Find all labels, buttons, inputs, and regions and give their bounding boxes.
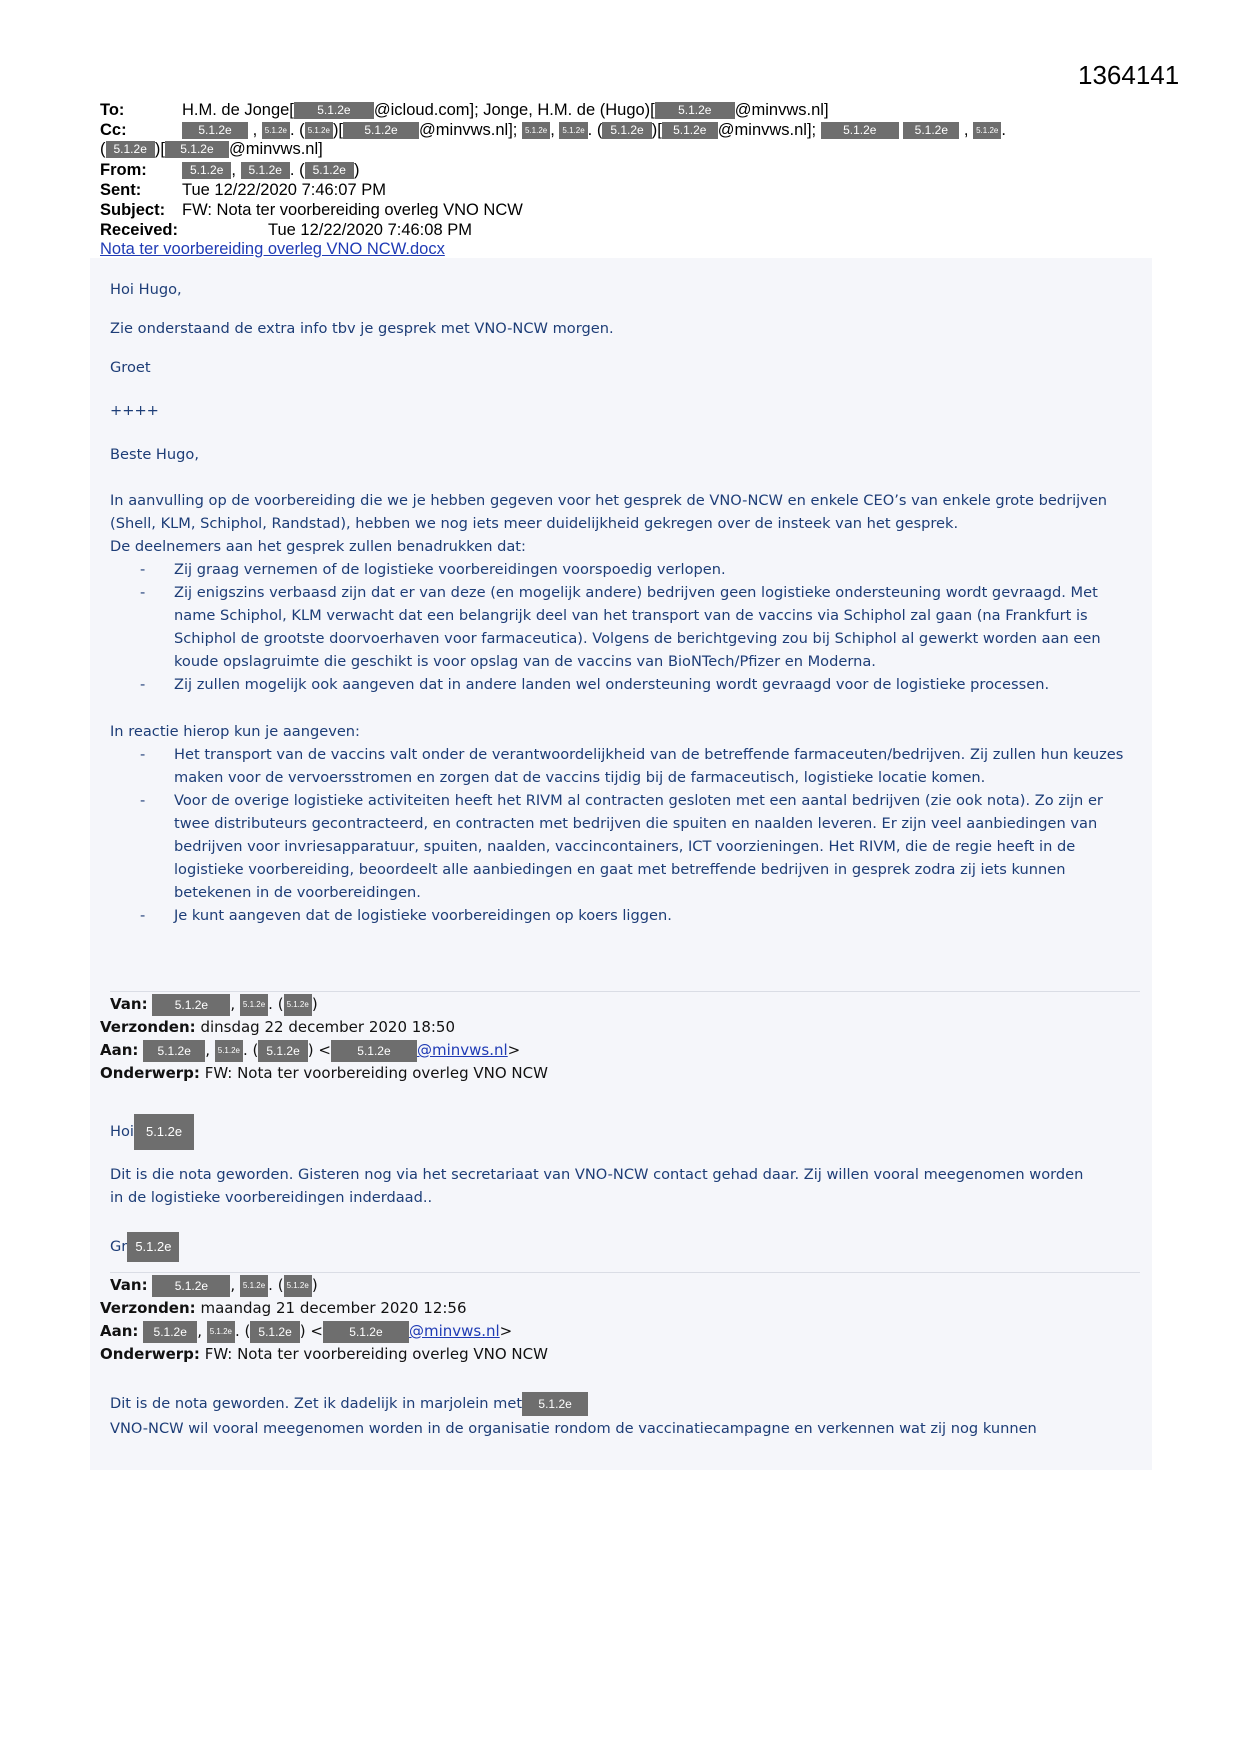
to-name-1: H.M. de Jonge[ (182, 101, 294, 119)
paragraph-1-text: In aanvulling op de voorbereiding die we je hebben gegeven voor het gesprek de VNO-NCW en enkele CEO’s van enkele grote bedrijven (Shell, KLM, Schiphol, Randstad), hebben we nog iets meer duidelijkheid gekregen over de insteek van het gesprek. (110, 492, 1108, 532)
to-domain-1: @icloud.com]; Jonge, H.M. de (Hugo)[ (373, 101, 655, 119)
list-item: - Je kunt aangeven dat de logistieke voorbereidingen op koers liggen. (140, 904, 1140, 927)
redaction-block: 5.1.2e (331, 1040, 417, 1062)
redaction-block: 5.1.2e (522, 122, 550, 139)
redaction-block: 5.1.2e (106, 141, 155, 158)
greeting: Hoi Hugo, (110, 281, 182, 298)
redaction-block: 5.1.2e (343, 122, 419, 139)
paragraph-1 (110, 489, 1130, 558)
msg3-aan-line: Aan: 5.1.2e , 5.1.2e . ( 5.1.2e ) < 5.1.2e @minvws.nl> (100, 1320, 512, 1343)
redaction-block: 5.1.2e (215, 1040, 243, 1062)
redaction-block: 5.1.2e (294, 102, 374, 119)
redaction-block: 5.1.2e (240, 1275, 268, 1297)
list-item: - Zij graag vernemen of de logistieke voorbereidingen voorspoedig verlopen. (140, 558, 1140, 581)
aan-email-link[interactable]: @minvws.nl (408, 1322, 500, 1340)
msg2-greeting-text: Hoi (110, 1123, 134, 1140)
msg2-text: Dit is die nota geworden. Gisteren nog via het secretariaat van VNO-NCW contact gehad daar. Zij willen vooral meegenomen worden in de logistieke voorbereidingen inderdaad.. (110, 1166, 1084, 1206)
redaction-block: 5.1.2e (250, 1321, 299, 1343)
paragraph-2: In reactie hierop kun je aangeven: (110, 723, 360, 740)
redaction-block: 5.1.2e (165, 141, 229, 158)
from-line: From: 5.1.2e , 5.1.2e . ( 5.1.2e ) (100, 161, 360, 179)
onderwerp-label: Onderwerp: (100, 1064, 200, 1082)
onderwerp-value: FW: Nota ter voorbereiding overleg VNO NCW (204, 1345, 548, 1363)
redaction-block: 5.1.2e (903, 122, 959, 139)
redaction-block: 5.1.2e (241, 162, 290, 179)
msg3-onderwerp-line (100, 1343, 548, 1366)
redaction-block: 5.1.2e (602, 122, 651, 139)
list-participants (140, 558, 1140, 696)
msg2-aan-line: Aan: 5.1.2e , 5.1.2e . ( 5.1.2e ) < 5.1.2e @minvws.nl> (100, 1039, 520, 1062)
redaction-block: 5.1.2e (662, 122, 718, 139)
redaction-block: 5.1.2e (152, 1275, 230, 1297)
plus-separator: ++++ (110, 402, 159, 419)
list-item: - Zij zullen mogelijk ook aangeven dat in andere landen wel ondersteuning wordt gevraagd voor de logistieke processen. (140, 673, 1140, 696)
redaction-block: 5.1.2e (323, 1321, 409, 1343)
redaction-block: 5.1.2e (262, 122, 290, 139)
received-value: Tue 12/22/2020 7:46:08 PM (268, 221, 472, 239)
redaction-block: 5.1.2e (182, 122, 248, 139)
redaction-block: 5.1.2e (207, 1321, 235, 1343)
separator (110, 1272, 1140, 1273)
document-number: 1364141 (1078, 60, 1180, 90)
to-domain-2: @minvws.nl] (734, 101, 829, 119)
redaction-block: 5.1.2e (973, 122, 1001, 139)
redaction-block: 5.1.2e (305, 122, 333, 139)
subject-value: FW: Nota ter voorbereiding overleg VNO NCW (182, 201, 523, 219)
onderwerp-label: Onderwerp: (100, 1345, 200, 1363)
intro-text: Zie onderstaand de extra info tbv je gesprek met VNO-NCW morgen. (110, 320, 614, 337)
paragraph-1b-text: De deelnemers aan het gesprek zullen benadrukken dat: (110, 538, 526, 555)
redaction-block: 5.1.2e (522, 1392, 588, 1416)
msg2-van-line: Van: 5.1.2e , 5.1.2e . ( 5.1.2e ) (110, 993, 318, 1016)
to-line (100, 100, 829, 120)
verzonden-value: dinsdag 22 december 2020 18:50 (200, 1018, 456, 1036)
redaction-block: 5.1.2e (655, 102, 735, 119)
redaction-block: 5.1.2e (821, 122, 899, 139)
sent-label: Sent: (100, 181, 142, 199)
aan-label: Aan: (100, 1322, 139, 1340)
subject-label: Subject: (100, 201, 166, 219)
subject-line (100, 200, 523, 220)
onderwerp-value: FW: Nota ter voorbereiding overleg VNO NCW (204, 1064, 548, 1082)
aan-email-link[interactable]: @minvws.nl (416, 1041, 508, 1059)
msg2-closing-text: Gr (110, 1238, 128, 1255)
to-label: To: (100, 101, 125, 119)
list-item: - Het transport van de vaccins valt onder de verantwoordelijkheid van de betreffende farmaceuten/bedrijven. Zij zullen hun keuzes maken voor de vervoersstromen en zorgen dat de vaccins tijdig bij de farmaceutisch, logistieke locatie komen. (140, 743, 1140, 789)
redaction-block: 5.1.2e (284, 994, 312, 1016)
msg3-van-line: Van: 5.1.2e , 5.1.2e . ( 5.1.2e ) (110, 1274, 318, 1297)
redaction-block: 5.1.2e (182, 162, 231, 179)
verzonden-label: Verzonden: (100, 1018, 196, 1036)
sent-line (100, 180, 386, 200)
redaction-block: 5.1.2e (559, 122, 587, 139)
received-line (100, 220, 472, 240)
redaction-block: 5.1.2e (134, 1114, 194, 1150)
msg3-line-2: VNO-NCW wil vooral meegenomen worden in de organisatie rondom de vaccinatiecampagne en verkennen wat zij nog kunnen (110, 1420, 1037, 1437)
redaction-block: 5.1.2e (305, 162, 354, 179)
redaction-block: 5.1.2e (258, 1040, 307, 1062)
received-label: Received: (100, 221, 178, 239)
from-label: From: (100, 161, 147, 179)
salutation: Beste Hugo, (110, 446, 199, 463)
list-item: - Voor de overige logistieke activiteiten heeft het RIVM al contracten gesloten met een aantal bedrijven (zie ook nota). Zo zijn er twee distributeurs gecontracteerd, en contracten met bedrijven die spuiten en naalden leveren. Er zijn veel aanbiedingen van bedrijven voor invriesapparatuur, spuiten, naalden, vaccincontainers, ICT voorzieningen. Het RIVM, die de regie heeft in de logistieke voorbereiding, beoordeelt alle aanbiedingen en gaat met betreffende bedrijven in gesprek zodra zij iets kunnen betekenen in de voorbereidingen. (140, 789, 1140, 904)
aan-label: Aan: (100, 1041, 139, 1059)
sent-value: Tue 12/22/2020 7:46:07 PM (182, 181, 386, 199)
cc-domain-3: @minvws.nl] (228, 140, 323, 158)
redaction-block: 5.1.2e (240, 994, 268, 1016)
msg2-greeting (110, 1114, 194, 1150)
msg2-onderwerp-line (100, 1062, 548, 1085)
redaction-block: 5.1.2e (152, 994, 230, 1016)
msg2-verzonden-line (100, 1016, 455, 1039)
msg3-line-1 (110, 1392, 588, 1416)
redaction-block: 5.1.2e (143, 1040, 205, 1062)
van-label: Van: (110, 995, 148, 1013)
msg2-closing (110, 1232, 179, 1262)
cc-line-2: ( 5.1.2e )[ 5.1.2e @minvws.nl] (100, 140, 323, 158)
attachment-link[interactable]: Nota ter voorbereiding overleg VNO NCW.docx (100, 240, 445, 258)
redaction-block: 5.1.2e (127, 1232, 179, 1262)
verzonden-label: Verzonden: (100, 1299, 196, 1317)
msg3-line-1-text: Dit is de nota geworden. Zet ik dadelijk in marjolein met (110, 1395, 523, 1412)
msg3-verzonden-line (100, 1297, 467, 1320)
closing: Groet (110, 359, 151, 376)
verzonden-value: maandag 21 december 2020 12:56 (200, 1299, 467, 1317)
separator (110, 991, 1140, 992)
redaction-block: 5.1.2e (284, 1275, 312, 1297)
redaction-block: 5.1.2e (143, 1321, 197, 1343)
cc-line: Cc: 5.1.2e , 5.1.2e . ( 5.1.2e )[ 5.1.2e @minvws.nl]; 5.1.2e , 5.1.2e . ( 5.1.2e )[ 5.1.2e @minvws.nl]; 5.1.2e 5.1.2e , 5.1.2e . (100, 121, 1006, 139)
list-item: - Zij enigszins verbaasd zijn dat er van deze (en mogelijk andere) bedrijven geen logistieke ondersteuning wordt gevraagd. Met name Schiphol, KLM verwacht dat een belangrijk deel van het transport van de vaccins via Schiphol zal gaan (na Frankfurt is Schiphol de grootste doorvoerhaven voor farmaceutica). Volgens de berichtgeving zou bij Schiphol al gewerkt worden aan een koude opslagruimte die geschikt is voor opslag van de vaccins van BioNTech/Pfizer en Moderna. (140, 581, 1140, 673)
cc-domain-2: @minvws.nl]; (717, 121, 817, 139)
list-response (140, 743, 1140, 927)
cc-domain-1: @minvws.nl]; (419, 121, 518, 139)
van-label: Van: (110, 1276, 148, 1294)
cc-label: Cc: (100, 121, 127, 139)
